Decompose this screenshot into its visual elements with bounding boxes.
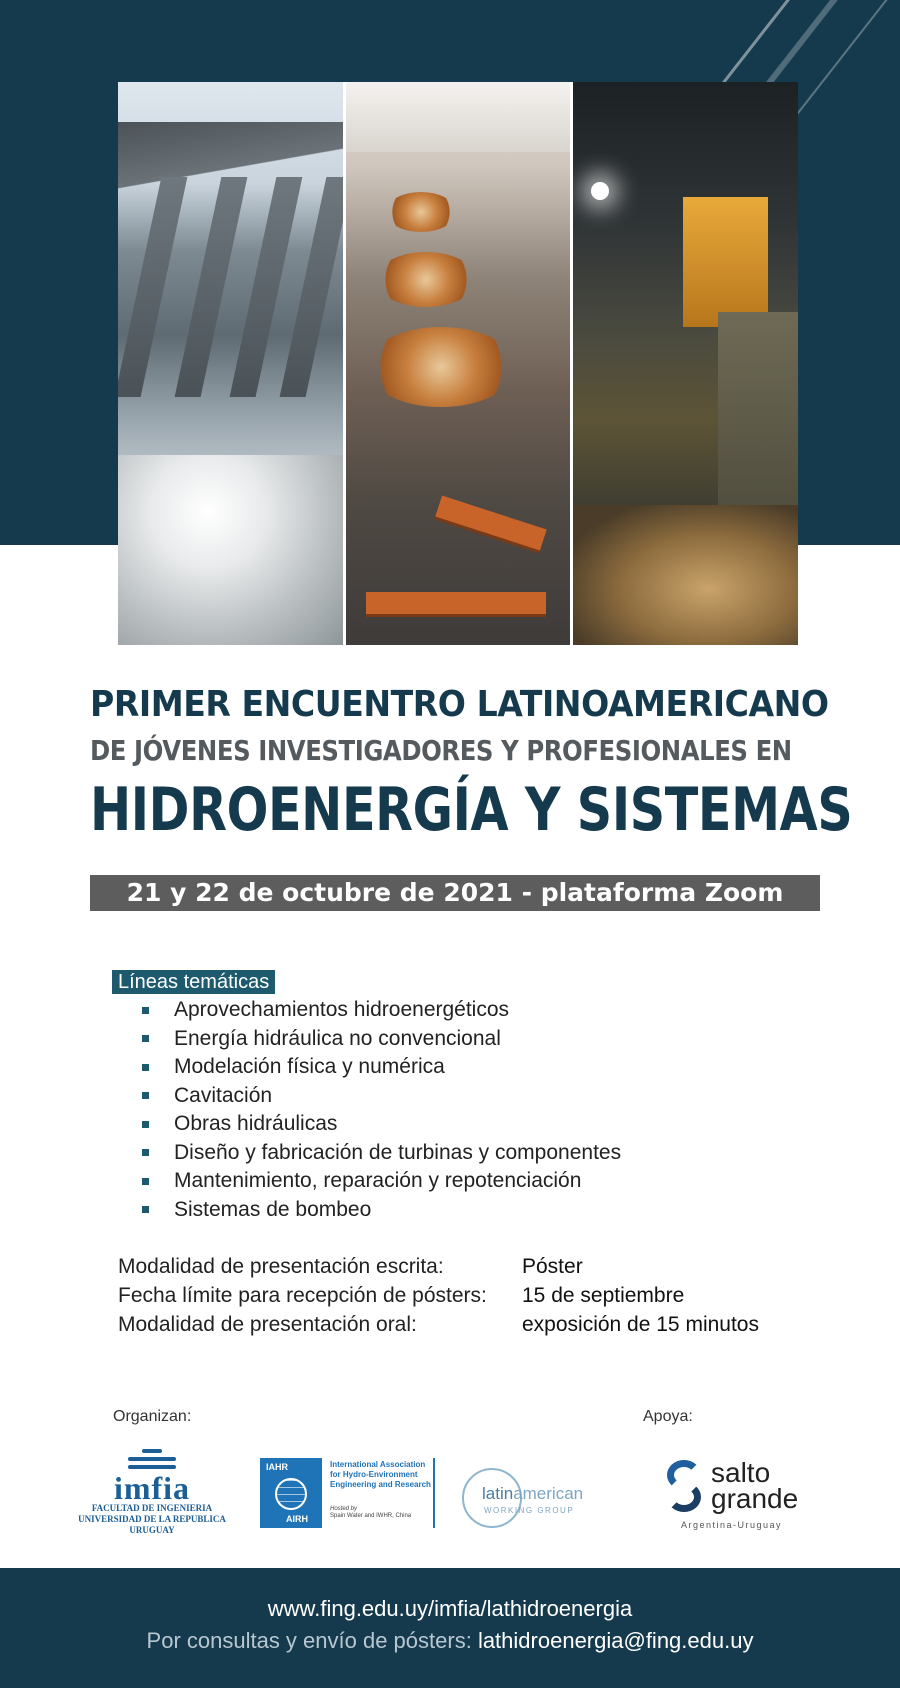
bullet-icon [142,1178,149,1185]
swirl-icon [663,1460,705,1518]
bullet-icon [142,1064,149,1071]
title-line-3: HIDROENERGÍA Y SISTEMAS [90,775,853,845]
list-item: Sistemas de bombeo [140,1196,621,1225]
photo-powerhouse-interior [346,82,571,645]
supporter-label: Apoya: [643,1408,693,1425]
themes-heading: Líneas temáticas [112,970,275,994]
globe-icon [275,1478,307,1510]
detail-label: Modalidad de presentación escrita: [118,1254,444,1278]
latin-american-working-group-logo: latinamerican WORKING GROUP [462,1462,602,1534]
bullet-icon [142,1007,149,1014]
detail-value: exposición de 15 minutos [522,1312,759,1336]
bullet-icon [142,1092,149,1099]
details-block [118,1252,818,1339]
website-link[interactable]: www.fing.edu.uy/imfia/lathidroenergia [267,1596,633,1621]
title-line-1: PRIMER ENCUENTRO LATINOAMERICANO [90,684,829,725]
list-item: Aprovechamientos hidroenergéticos [140,996,621,1025]
photo-collage [118,82,798,645]
photo-dam-night [573,82,798,645]
detail-row [118,1281,818,1310]
list-item: Cavitación [140,1082,621,1111]
detail-row [118,1252,818,1281]
bullet-icon [142,1206,149,1213]
email-link[interactable]: lathidroenergia@fing.edu.uy [477,1628,754,1653]
bullet-icon [142,1121,149,1128]
salto-grande-logo: salto grande Argentina-Uruguay [663,1458,818,1533]
detail-label: Fecha límite para recepción de pósters: [118,1283,487,1307]
detail-value: Póster [522,1254,583,1278]
list-item: Mantenimiento, reparación y repotenciación [140,1167,621,1196]
list-item: Energía hidráulica no convencional [140,1025,621,1054]
contact-line: Por consultas y envío de pósters: lathidroenergia@fing.edu.uy [146,1628,754,1653]
bullet-icon [142,1149,149,1156]
photo-dam-spillway [118,82,343,645]
footer-band [0,1568,900,1688]
detail-label: Modalidad de presentación oral: [118,1312,417,1336]
list-item: Modelación física y numérica [140,1053,621,1082]
organizers-label: Organizan: [113,1408,192,1425]
waves-icon [128,1447,176,1473]
detail-row [118,1310,818,1339]
date-banner: 21 y 22 de octubre de 2021 - plataforma Zoom [90,875,820,911]
bullet-icon [142,1035,149,1042]
imfia-logo: imfia FACULTAD DE INGENIERIA UNIVERSIDAD DE LA REPUBLICA URUGUAY [72,1447,232,1547]
iahr-logo: IAHR AIRH International Association for Hydro-Environment Engineering and Research Hosted by Spain Water and IWHR, China [260,1458,435,1528]
themes-list [140,996,621,1224]
detail-value: 15 de septiembre [522,1283,685,1307]
title-line-2: DE JÓVENES INVESTIGADORES Y PROFESIONALES EN [90,734,792,767]
list-item: Diseño y fabricación de turbinas y componentes [140,1139,621,1168]
list-item: Obras hidráulicas [140,1110,621,1139]
